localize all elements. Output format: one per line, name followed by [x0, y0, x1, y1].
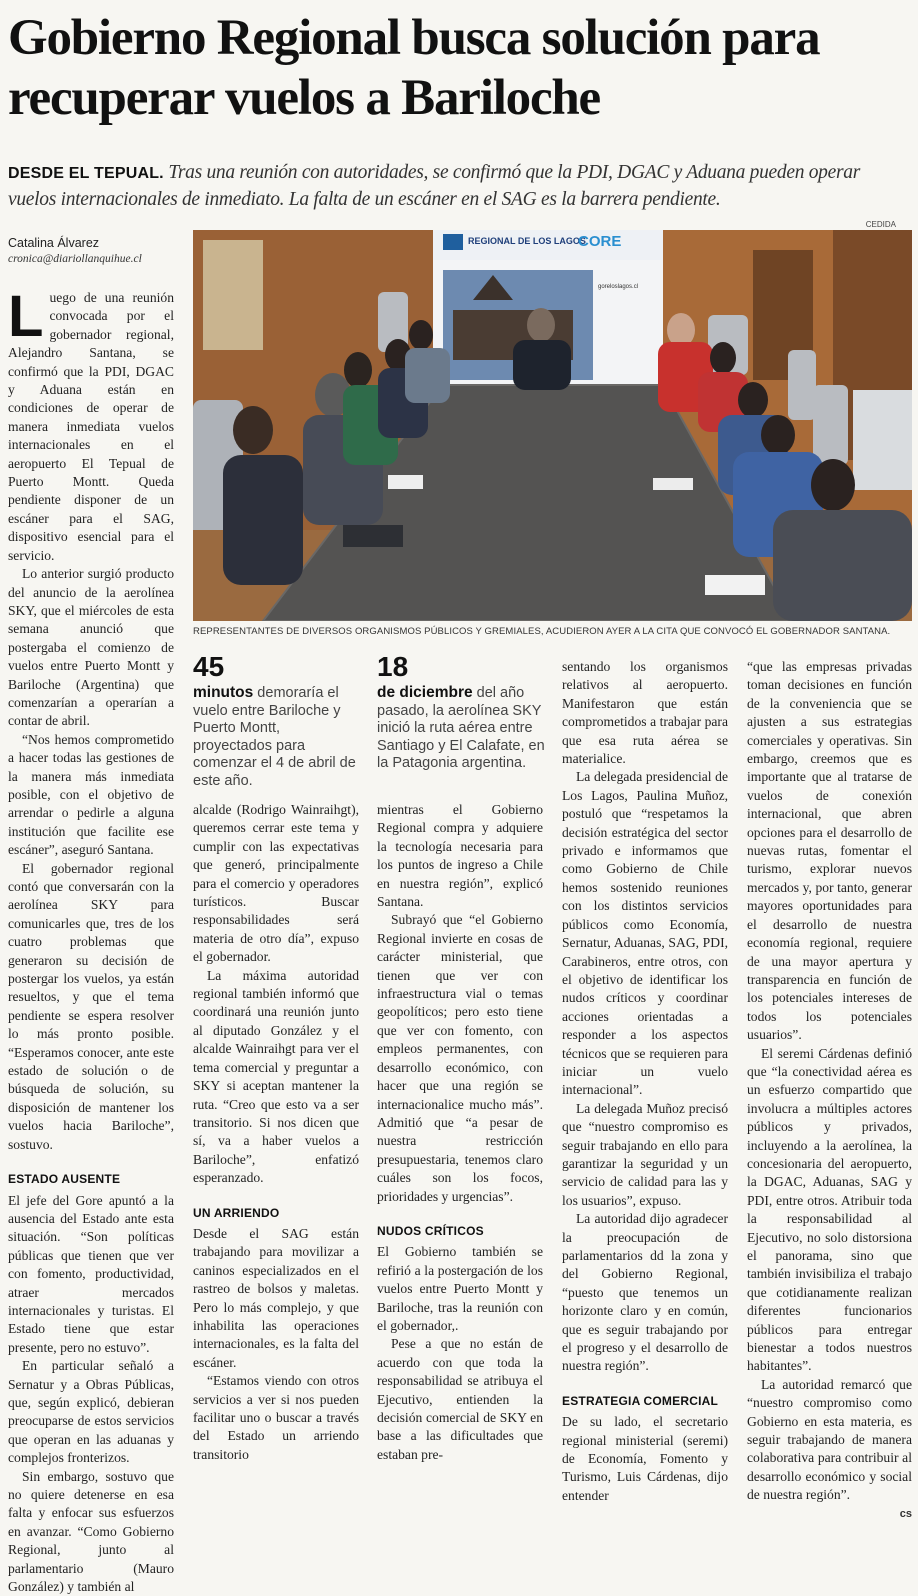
paragraph: El Gobierno también se refirió a la postergación de los vuelos entre Puerto Montt y Bariloche, tras la reunión con el gobernador,. [377, 1244, 543, 1333]
article-column-3 [377, 801, 543, 1464]
paragraph: La autoridad remarcó que “nuestro compromiso como Gobierno en esta materia, es seguir trabajando de manera colaborativa para contribuir al desarrollo económico y social de nuestra región”. [747, 1376, 912, 1503]
drop-cap: L [8, 284, 44, 349]
paragraph: Sin embargo, sostuvo que no quiere detenerse en esa falta y enfocar sus esfuerzos en avanzar. “Como Gobierno Regional, junto al parlamentario (Mauro González) y también al [8, 1468, 174, 1595]
lead-kicker: DESDE EL TEPUAL. [8, 165, 164, 182]
end-mark: cs [899, 1507, 912, 1520]
section-heading: ESTRATEGIA COMERCIAL [562, 1393, 718, 1408]
paragraph: La delegada Muñoz precisó que “nuestro compromiso es seguir trabajando en ello para garantizar la seguridad y un servicio de calidad para las y los usuarios”, expuso. [562, 1100, 728, 1208]
section-heading: NUDOS CRÍTICOS [377, 1223, 484, 1238]
photo-caption: REPRESENTANTES DE DIVERSOS ORGANISMOS PÚBLICOS Y GREMIALES, ACUDIERON AYER A LA CITA QUE CONVOCÓ EL GOBERNADOR SANTANA. [193, 626, 891, 637]
banner-url: goreloslagos.cl [598, 284, 639, 290]
paragraph: La máxima autoridad regional también informó que coordinará una reunión junto al diputado González y el alcalde Wainraihgt para ver el tema comercial y preguntar a SKY si aceptan mantener la ruta. “Creo que esto va a ser transitorio. Si nos dicen que sí, va a haber vuelos a Bariloche”, enfatizó esperanzado. [193, 967, 359, 1186]
paragraph: “Nos hemos comprometido a hacer todas las gestiones de la manera más inmediata posible, con el objetivo de arrendar o pedirle a alguna institución que facilite ese escáner”, aseguró Santana. [8, 731, 174, 858]
stat-number: 45 [193, 651, 225, 682]
lead-text: Tras una reunión con autoridades, se confirmó que la PDI, DGAC y Aduana pueden operar vuelos internacionales de inmediato. La falta de un escáner en el SAG es la barrera pendiente. [8, 162, 861, 210]
article-column-1 [8, 284, 174, 1596]
author-email[interactable]: cronica@diariollanquihue.cl [8, 253, 142, 265]
paragraph: De su lado, el secretario regional ministerial (seremi) de Economía, Fomento y Turismo, Luis Cárdenas, dijo entender [562, 1414, 728, 1503]
paragraph: “Estamos viendo con otros servicios a ver si nos pueden facilitar uno o buscar a través del Estado un arriendo transitorio [193, 1373, 359, 1462]
article-column-4 [562, 658, 728, 1505]
paragraph: “que las empresas privadas toman decisiones en función de la conveniencia que se ajusten a sus estrategias comerciales y operativas. Sin embargo, creemos que es importante que al tratarse de vuelos de conexión internacional, que abren opciones para el desarrollo de nuevas rutas, fomentar el turismo, explorar nuevos mercados y, por tanto, generar mayores oportunidades para el desarrollo de nuestra economía regional, requiere de una mayor apertura y transparencia en función de los potenciales intereses de todos los potenciales usuarios”. [747, 659, 912, 1043]
author-name: Catalina Álvarez [8, 236, 100, 250]
paragraph: Subrayó que “el Gobierno Regional invierte en cosas de carácter ministerial, que tienen que ver con infraestructura vial o temas geopolíticos; pero esto tiene que ver con fomento, con empleos permanentes, con desarrollo económico, con hacer que una región se internacionalice mucho más”. Admitió que “a pesar de nuestra restricción presupuestaria, tenemos claro cuáles son los focos, prioridades y urgencias”. [377, 912, 543, 1204]
meeting-photo-illustration [193, 230, 912, 621]
stat-bold: minutos [193, 684, 254, 701]
paragraph: Desde el SAG están trabajando para movilizar a caninos especializados en el rastreo de bolsos y maletas. Pero lo más complejo, y que inhabilita las operaciones internacionales, es la falta del escáner. [193, 1225, 359, 1370]
banner-right-text: CORE [578, 233, 622, 250]
paragraph: Lo anterior surgió producto del anuncio de la aerolínea SKY, que el miércoles de esta semana anunció que postergaba el comienzo de vuelos entre Puerto Montt y Bariloche (Argentina) que comenzarían a operarían a contar de abril. [8, 566, 174, 729]
stat-text [193, 684, 363, 790]
stat-bold: de diciembre [377, 684, 473, 701]
meeting-photo [193, 230, 912, 621]
stat-text [377, 684, 547, 773]
banner-left-text: REGIONAL DE LOS LAGOS [468, 236, 586, 246]
paragraph: alcalde (Rodrigo Wainraihgt), queremos cerrar este tema y cumplir con las expectativas que generó, principalmente para el comercio y operadores turísticos. Buscar responsabilidades será materia de otro día”, expuso el gobernador. [193, 802, 359, 965]
paragraph: sentando los organismos relativos al aeropuerto. Manifestaron que están comprometidos a trabajar para que esa ruta aérea se materialice. [562, 659, 728, 767]
paragraph: El seremi Cárdenas definió que “la conectividad aérea es un esfuerzo compartido que involucra a múltiples actores públicos y privados, incluyendo a la aerolínea, la concesionaria del aeropuerto, la DGAC, Aduanas, SAG y PDI, entre otros. Atribuir toda la responsabilidad al Ejecutivo, no solo distorsiona el panorama, sino que también invisibiliza el trabajo que cotidianamente realizan diferentes funcionarios públicos para entregar bienestar a todos nuestros habitantes”. [747, 1045, 912, 1374]
paragraph [8, 284, 174, 565]
paragraph: La delegada presidencial de Los Lagos, Paulina Muñoz, postuló que “respetamos la decisión estratégica del sector privado e informamos que como Gobierno de Chile hemos sostenido reuniones con los distintos servicios públicos como Economía, Sernatur, Aduanas, SAG, PDI, Carabineros, entre otros, con el objetivo de identificar los nudos críticos y coordinar acciones orientadas a responder a los aspectos técnicos que se requieren para iniciar un vuelo internacional”. [562, 769, 728, 1098]
headline: Gobierno Regional busca solución para recuperar vuelos a Bariloche [8, 10, 820, 126]
article-column-2 [193, 801, 359, 1464]
paragraph: Pese a que no están de acuerdo con que toda la responsabilidad se atribuya el Ejecutivo, entienden la decisión comercial de SKY en base a las dificultades que estaban pre- [377, 1336, 543, 1462]
paragraph-text: uego de una reunión convocada por el gobernador regional, Alejandro Santana, se confirmó que la PDI, DGAC y Aduana están en condiciones de operar de manera inmediata vuelos internacionales en el aeropuerto El Tepual de Puerto Montt. Queda pendiente disponer de un escáner para el SAG, dispositivo esencial para el servicio. [8, 290, 174, 563]
stat-body: del año pasado, la aerolínea SKY inició la ruta aérea entre Santiago y El Calafate, en la Patagonia argentina. [377, 685, 545, 771]
paragraph: El jefe del Gore apuntó a la ausencia del Estado ante esta situación. “Son políticas públicas que tienen que ver con fomento, productividad, atraer mercados internacionales y turistas. El Estado tiene que estar presente, pero no estuvo”. [8, 1192, 174, 1355]
stat-45-minutes [193, 652, 363, 790]
stat-body: demoraría el vuelo entre Bariloche y Puerto Montt, proyectados para comenzar el 4 de abril de este año. [193, 685, 356, 789]
paragraph: El gobernador regional contó que conversarán con la aerolínea SKY para comunicarles que, tres de los cuatro problemas que generaron su decisión de postergar los vuelos, ya están resueltos, y que el tema pendiente se espera resolver lo más pronto posible. “Esperamos conocer, ante este estado de solución o de búsqueda de solución, su disposición de mantener los vuelos hacia Bariloche”, sostuvo. [8, 860, 174, 1152]
paragraph: La autoridad dijo agradecer la preocupación de parlamentarios dd la zona y del Gobierno Regional, “puesto que tenemos un horizonte claro y en común, que es seguir trabajando por el progreso y el desarrollo de nuestra región”. [562, 1211, 728, 1374]
stat-18-diciembre [377, 652, 547, 773]
paragraph: mientras el Gobierno Regional compra y adquiere la tecnología necesaria para los puntos de ingreso a Chile en nuestra región”, explicó Santana. [377, 802, 543, 910]
section-heading: UN ARRIENDO [193, 1205, 280, 1220]
stat-number: 18 [377, 651, 409, 682]
lead-paragraph [8, 160, 912, 213]
byline [8, 236, 183, 265]
paragraph: En particular señaló a Sernatur y a Obras Públicas, que, según explicó, debieran preocuparse de estos servicios que operan en las aduanas y complejos fronterizos. [8, 1358, 174, 1466]
photo-credit: CEDIDA [865, 220, 896, 229]
section-heading: ESTADO AUSENTE [8, 1172, 121, 1187]
article-column-5 [747, 658, 912, 1523]
